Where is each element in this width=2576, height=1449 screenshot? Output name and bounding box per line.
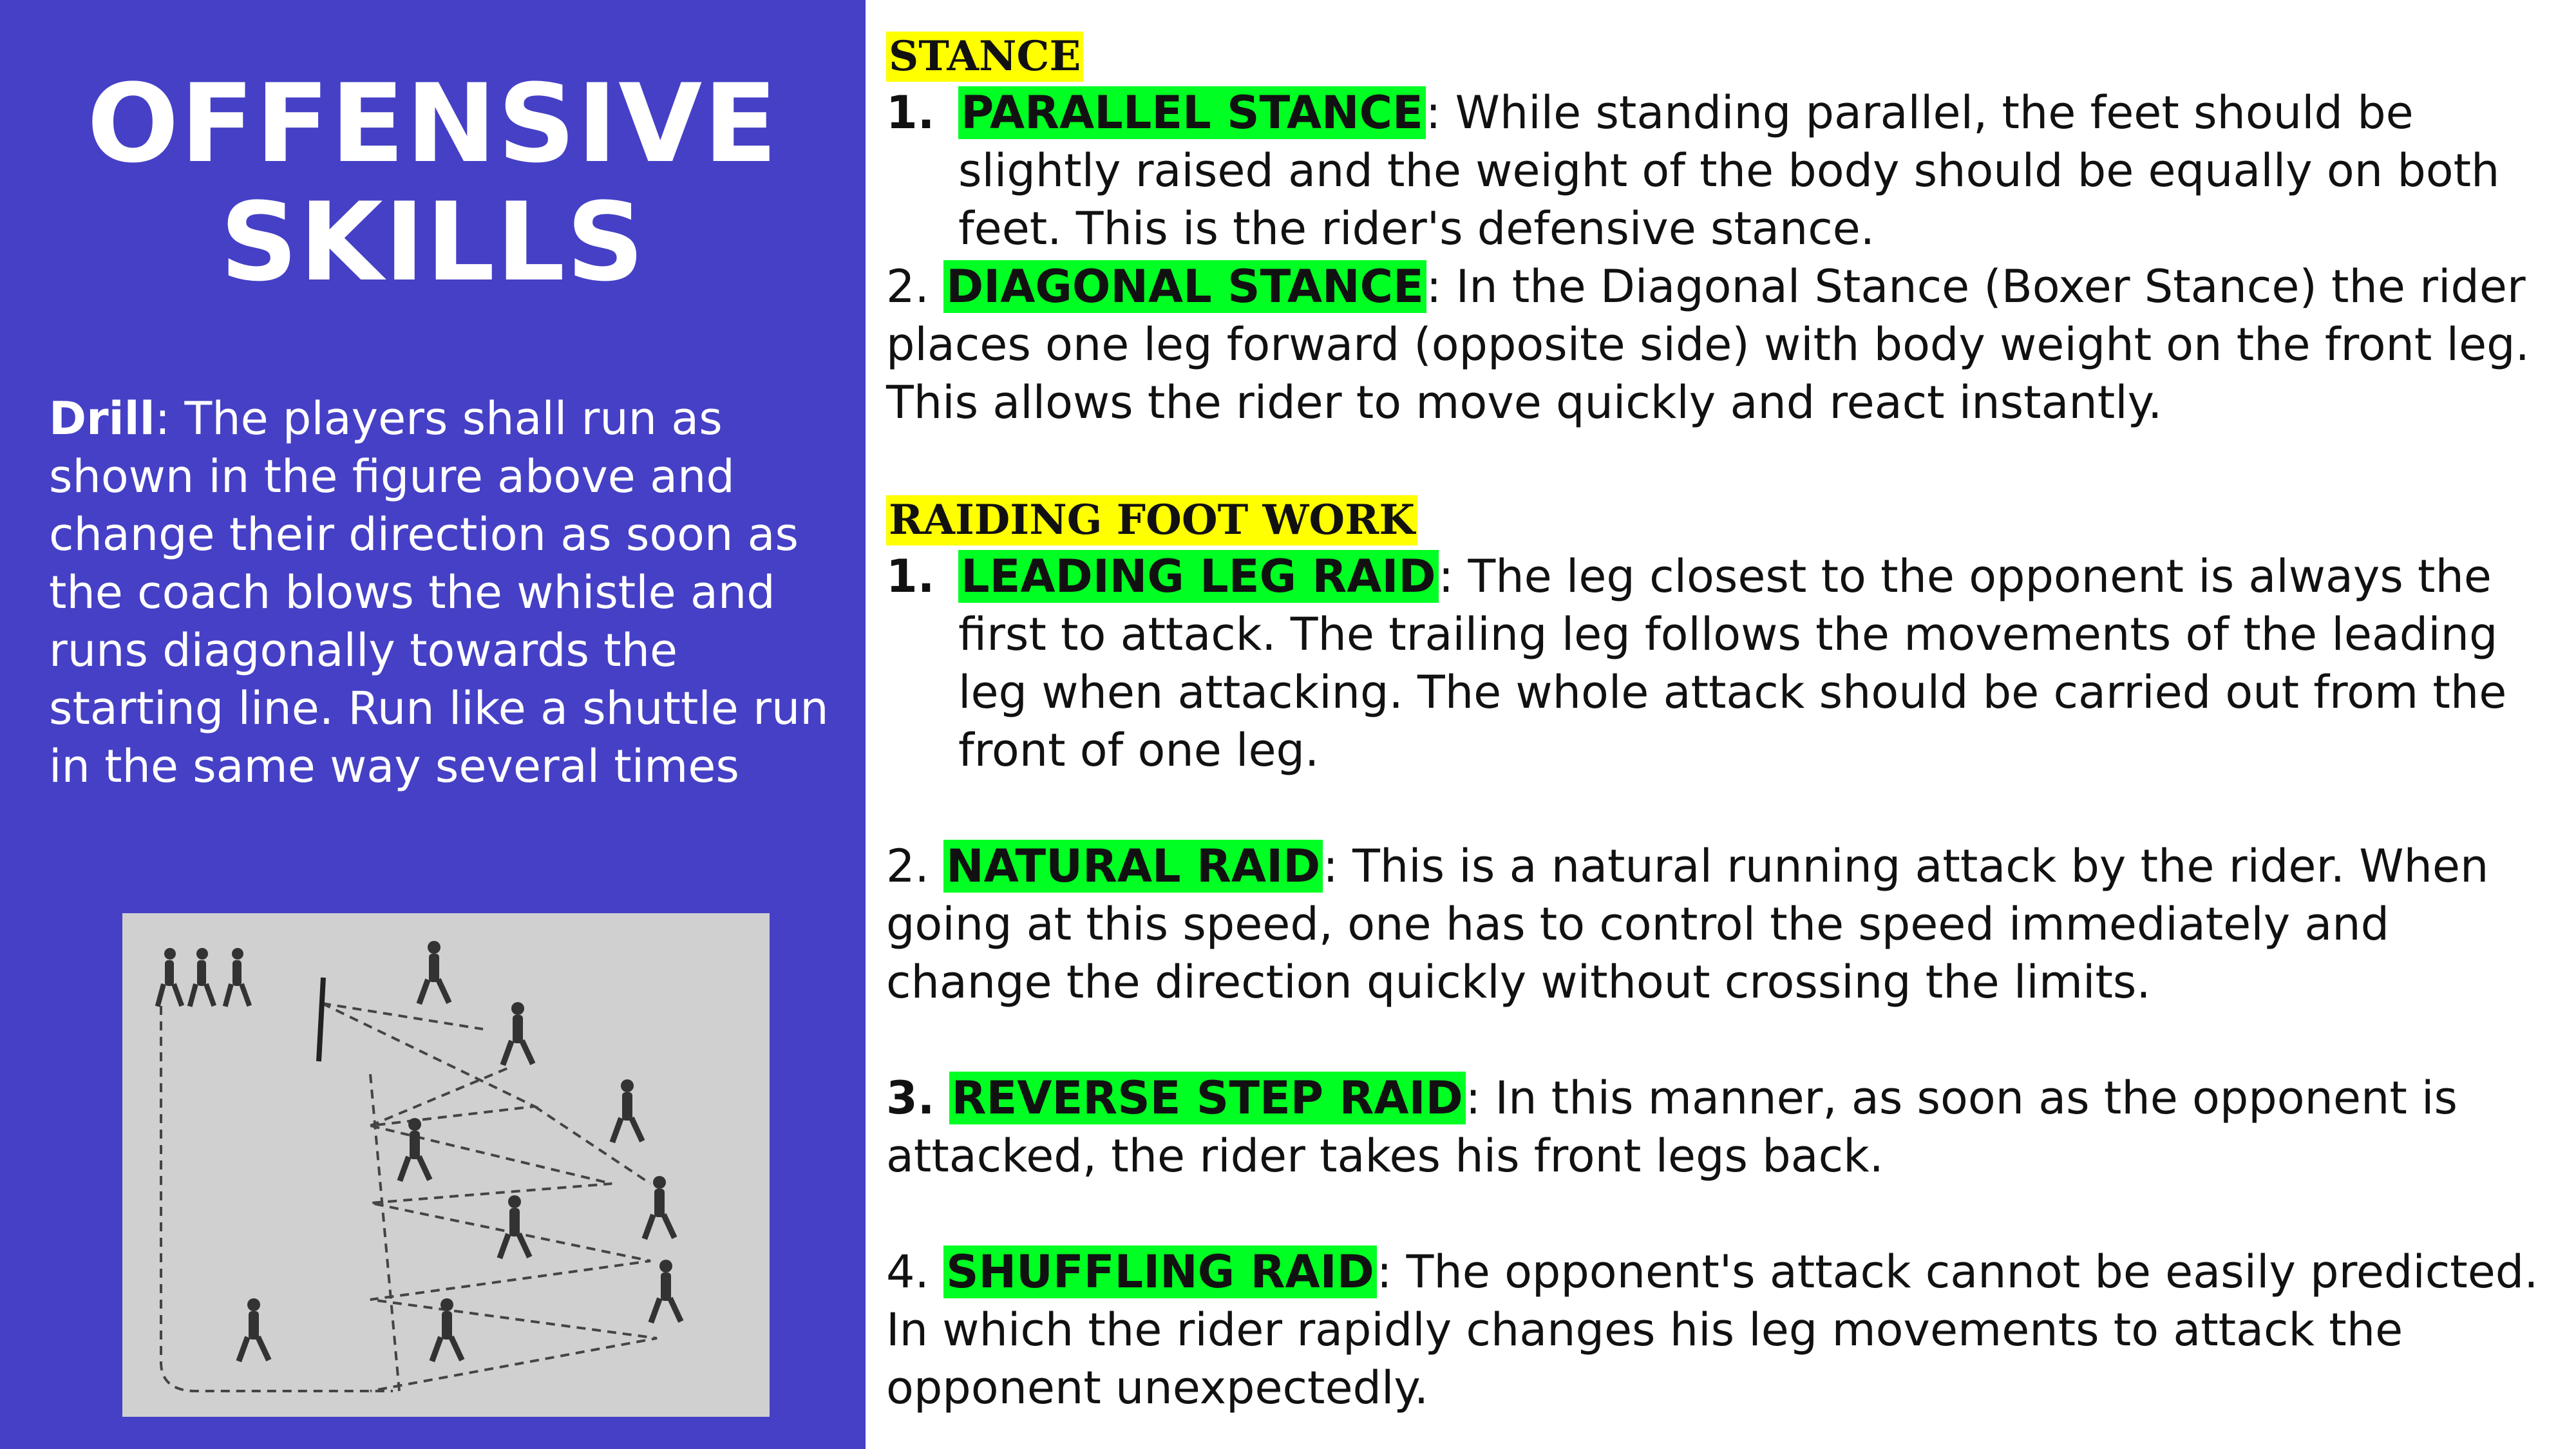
spacer <box>886 431 2567 489</box>
raiding-heading: RAIDING FOOT WORK <box>886 495 1417 545</box>
raiding-section <box>886 489 2567 1417</box>
raiding-item-4 <box>886 1243 2567 1417</box>
content-column <box>886 26 2567 1417</box>
item-text: : While standing parallel, the feet should be slightly raised and the weight of the body should be equally on both feet. This is the rider's defensive stance. <box>958 86 2500 255</box>
stance-section <box>886 26 2567 431</box>
item-term: NATURAL RAID <box>943 840 1323 893</box>
spacer <box>886 779 2567 837</box>
stance-item-1 <box>886 84 2567 258</box>
item-term: LEADING LEG RAID <box>958 550 1439 603</box>
item-number: 4. <box>886 1245 929 1298</box>
slide-title <box>0 61 866 305</box>
shuttle-run-drill-diagram-icon <box>122 913 770 1417</box>
item-number: 1. <box>886 86 935 139</box>
drill-figure <box>122 913 770 1417</box>
item-number: 2. <box>886 260 929 313</box>
title-line-2: SKILLS <box>220 179 646 305</box>
item-number: 3. <box>886 1072 935 1124</box>
stance-heading: STANCE <box>886 32 1083 82</box>
item-text: : In this manner, as soon as the opponent is attacked, the rider takes his front legs back. <box>886 1072 2458 1182</box>
spacer <box>886 1185 2567 1243</box>
drill-label: Drill <box>49 392 155 445</box>
drill-description <box>49 390 854 795</box>
item-text: : In the Diagonal Stance (Boxer Stance) the rider places one leg forward (opposite side) with body weight on the front leg. This allows the rider to move quickly and react instantly. <box>886 260 2530 429</box>
item-text: : The opponent's attack cannot be easily predicted. In which the rider rapidly changes his leg movements to attack the opponent unexpectedly. <box>886 1245 2539 1414</box>
spacer <box>886 1011 2567 1069</box>
item-term: SHUFFLING RAID <box>943 1245 1377 1298</box>
stance-item-2 <box>886 258 2567 431</box>
item-term: DIAGONAL STANCE <box>943 260 1426 313</box>
item-term: REVERSE STEP RAID <box>949 1072 1466 1124</box>
raiding-item-1 <box>886 547 2567 779</box>
item-text: : The leg closest to the opponent is always the first to attack. The trailing leg follows the movements of the leading leg when attacking. The whole attack should be carried out from the front of one leg. <box>958 550 2507 777</box>
raiding-item-2 <box>886 837 2567 1011</box>
title-line-1: OFFENSIVE <box>87 61 779 187</box>
item-term: PARALLEL STANCE <box>958 86 1426 139</box>
drill-text: : The players shall run as shown in the figure above and change their direction as soon as the coach blows the whistle and runs diagonally towards the starting line. Run like a shuttle run in the same way several times <box>49 392 829 793</box>
raiding-item-3 <box>886 1069 2567 1185</box>
item-text: : This is a natural running attack by the rider. When going at this speed, one has to control the speed immediately and change the direction quickly without crossing the limits. <box>886 840 2489 1009</box>
item-number: 1. <box>886 550 935 603</box>
item-number: 2. <box>886 840 929 893</box>
left-panel <box>0 0 866 1449</box>
